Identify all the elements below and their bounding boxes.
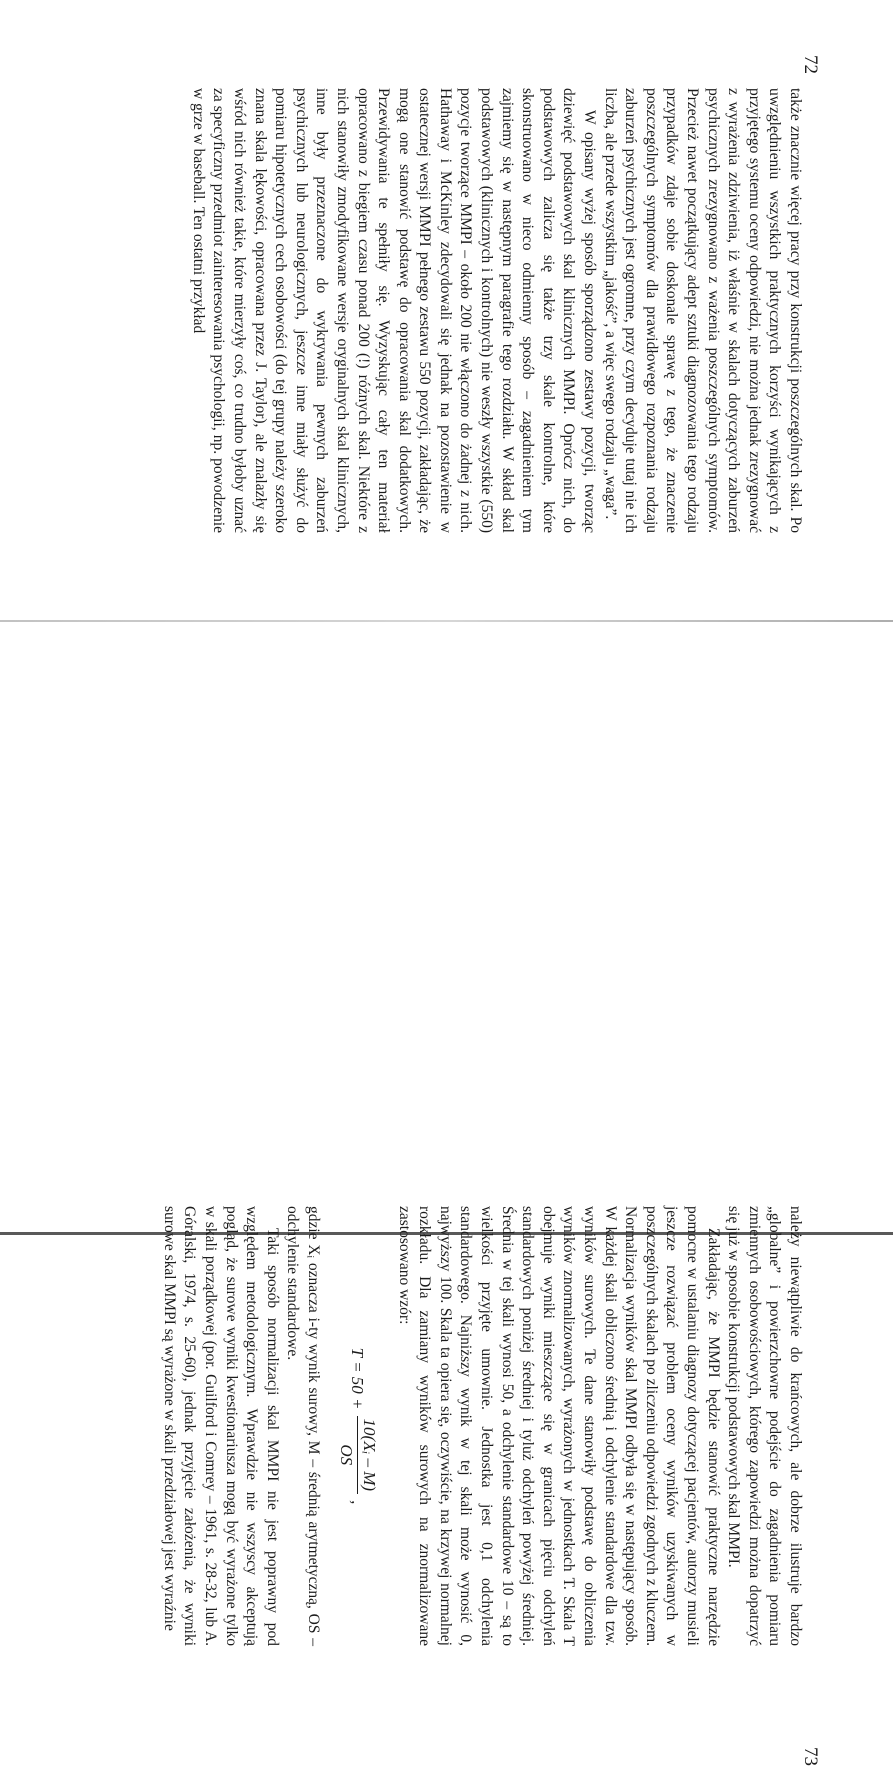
paragraph: także znacznie więcej pracy przy konstrukcji poszczególnych skal. Po uwzględnieniu wszystkich praktycznych korzyści wynikających z przyjętego systemu oceny odpowiedzi, nie można jednak zrezygnować z wyrażenia zdziwienia, iż właśnie w skalach dotyczących zaburzeń psychicznych zrezygnowano z ważenia poszczególnych symptomów. Przecież nawet początkujący adept sztuki diagnozowania tego rodzaju przypadków zdaje sobie doskonale sprawę z tego, że znaczenie poszczególnych symptomów dla prawidłowego rozpoznania rodzaju zaburzeń psychicznych jest ogromne, przy czym decyduje tutaj nie ich liczba, ale przede wszystkim „jakość”, a więc swego rodzaju „waga”. [601, 88, 804, 533]
page-number-right: 73 [800, 1747, 821, 1766]
left-page-text [187, 88, 805, 533]
paragraph: W opisany wyżej sposób sporządzono zestawy pozycji, tworząc dziewięć podstawowych skal klinicznych MMPI. Oprócz nich, do podstawowych zalicza się także trzy skale kontrolne, które skonstruowano w nieco odmienny sposób – zagadnieniem tym zajmiemy się w następnym paragrafie tego rozdziału. W skład skal podstawowych (klinicznych i kontrolnych) nie weszły wszystkie (550) pozycje tworzące MMPI – około 200 nie włączono do żadnej z nich. Hathaway i McKinley zdecydowali się jednak na pozostawienie w ostatecznej wersji MMPI pełnego zestawu 550 pozycji, zakładając, że mogą one stanowić podstawę do opracowania skal dodatkowych. Przewidywania te spełniły się. Wyzyskując cały ten materiał opracowano z biegiem czasu ponad 200 (!) różnych skal. Niektóre z nich stanowiły zmodyfikowane wersje oryginalnych skal klinicznych, inne były przeznaczone do wykrywania pewnych zaburzeń psychicznych lub neurologicznych, jeszcze inne miały służyć do pomiaru hipotetycznych cech osobowości (do tej grupy należy szeroko znana skala lękowości, opracowana przez J. Taylor), ale znalazły się wśród nich również takie, które mierzyły coś, co trudno byłoby uznać za specyficzny przedmiot zainteresowania psychologii, np. powodzenie w grze w baseball. Ten ostatni przykład [189, 88, 599, 533]
right-page [0, 630, 893, 1766]
paragraph: gdzie Xᵢ oznacza i-ty wynik surowy, M – średnią arytmetyczną, OS – odchylenie standardowe. [284, 1206, 322, 1646]
paragraph: Taki sposób normalizacji skal MMPI nie jest poprawny pod względem metodologicznym. Wprawdzie nie wszyscy akceptują pogląd, że surowe wyniki kwestionariusza mogą być wyrażone tylko w skali porządkowej (por. Guilford i Comrey – 1961, s. 28-32, lub A. Góralski, 1974, s. 25-60), jednak przyjęcie założenia, że wyniki surowe skal MMPI są wyrażone w skali przedziałowej jest wyraźnie [160, 1206, 281, 1646]
left-page [0, 0, 893, 630]
right-page-text [158, 1206, 805, 1646]
page-number-left: 72 [800, 55, 821, 74]
formula-denominator: OS [336, 1444, 356, 1466]
paragraph: należy niewątpliwie do krańcowych, ale dobrze ilustruje bardzo „globalne” i powierzchowne podejście do zagadnienia pomiaru zmiennych osobowościowych, którego zapowiedzi można dopatrzyć się już w sposobie konstrukcji podstawowych skal MMPI. [725, 1206, 804, 1646]
formula-numerator: 10(Xᵢ – M) [357, 1416, 380, 1495]
paragraph: Zakładając, że MMPI będzie stanowić praktyczne narzędzie pomocne w ustalaniu diagnozy dotyczącej pacjentów, autorzy musieli jeszcze rozwiązać problem oceny wyników uzyskiwanych w poszczególnych skalach po zliczeniu odpowiedzi zgodnych z kluczem. Normalizacja wyników skal MMPI odbyła się w następujący sposób. W każdej skali obliczono średnią i odchylenie standardowe dla tzw. wyników surowych. Te dane stanowiły podstawę do obliczenia wyników znormalizowanych, wyrażonych w jednostkach T. Skala T obejmuje wyniki mieszczące się w granicach pięciu odchyleń standardowych poniżej średniej i tyluż odchyleń powyżej średniej. Średnia w tej skali wynosi 50, a odchylenie standardowe 10 – są to wielkości przyjęte umownie. Jednostka jest 0,1 odchylenia standardowego. Najniższy wynik w tej skali może wynosić 0, najwyższy 100. Skala ta opiera się, oczywiście, na krzywej normalnej rozkładu. Dla zamiany wyników surowych na znormalizowane zastosowano wzór: [395, 1206, 722, 1646]
formula-fraction [335, 1416, 379, 1495]
formula-trailing: , [348, 1500, 368, 1505]
formula-lhs: T = 50 + [348, 1347, 368, 1410]
t-score-formula [335, 1206, 379, 1646]
